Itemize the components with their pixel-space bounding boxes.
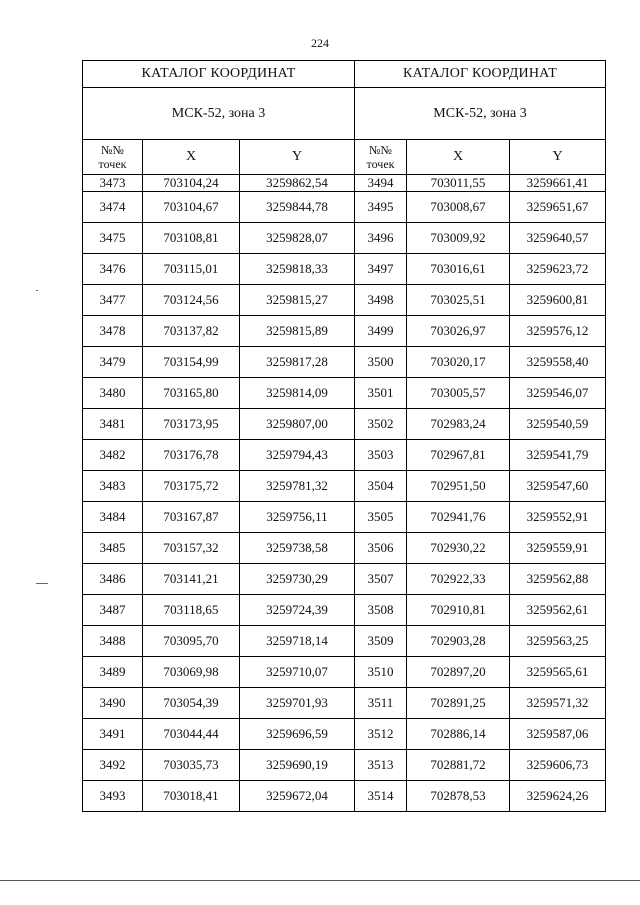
table-row [355, 254, 606, 285]
y-coordinate-cell: 3259540,59 [510, 409, 606, 440]
table-row [83, 595, 355, 626]
x-coordinate-cell: 703026,97 [407, 316, 510, 347]
x-coordinate-cell: 703157,32 [143, 533, 240, 564]
x-coordinate-cell: 703173,95 [143, 409, 240, 440]
x-coordinate-cell: 703069,98 [143, 657, 240, 688]
point-number-cell: 3502 [355, 409, 407, 440]
x-coordinate-cell: 703167,87 [143, 502, 240, 533]
table-row [355, 657, 606, 688]
point-number-cell: 3482 [83, 440, 143, 471]
table-row [355, 502, 606, 533]
table-row [83, 657, 355, 688]
table-row [83, 192, 355, 223]
point-number-cell: 3496 [355, 223, 407, 254]
header-num-line2: точек [366, 157, 395, 171]
y-coordinate-cell: 3259563,25 [510, 626, 606, 657]
x-coordinate-cell: 703011,55 [407, 175, 510, 192]
x-coordinate-cell: 703165,80 [143, 378, 240, 409]
point-number-cell: 3491 [83, 719, 143, 750]
table-row [83, 254, 355, 285]
y-coordinate-cell: 3259623,72 [510, 254, 606, 285]
x-coordinate-cell: 702891,25 [407, 688, 510, 719]
x-coordinate-cell: 702886,14 [407, 719, 510, 750]
table-row [83, 409, 355, 440]
coordinate-system: МСК-52, зона 3 [355, 88, 606, 140]
y-coordinate-cell: 3259844,78 [240, 192, 355, 223]
x-coordinate-cell: 703035,73 [143, 750, 240, 781]
point-number-cell: 3473 [83, 175, 143, 192]
point-number-cell: 3475 [83, 223, 143, 254]
column-header-x: X [143, 140, 240, 175]
table-row [355, 316, 606, 347]
table-row [355, 533, 606, 564]
column-header-y: Y [510, 140, 606, 175]
x-coordinate-cell: 702983,24 [407, 409, 510, 440]
table-row [83, 626, 355, 657]
table-row [83, 781, 355, 812]
x-coordinate-cell: 703137,82 [143, 316, 240, 347]
y-coordinate-cell: 3259559,91 [510, 533, 606, 564]
table-row [355, 192, 606, 223]
x-coordinate-cell: 703008,67 [407, 192, 510, 223]
catalog-title: КАТАЛОГ КООРДИНАТ [355, 61, 606, 88]
point-number-cell: 3507 [355, 564, 407, 595]
point-number-cell: 3478 [83, 316, 143, 347]
table-row [355, 750, 606, 781]
y-coordinate-cell: 3259696,59 [240, 719, 355, 750]
x-coordinate-cell: 703025,51 [407, 285, 510, 316]
table-row [83, 750, 355, 781]
y-coordinate-cell: 3259730,29 [240, 564, 355, 595]
table-row [355, 688, 606, 719]
table-row [83, 440, 355, 471]
point-number-cell: 3495 [355, 192, 407, 223]
header-num-line1: №№ [369, 143, 392, 157]
point-number-cell: 3476 [83, 254, 143, 285]
x-coordinate-cell: 703018,41 [143, 781, 240, 812]
point-number-cell: 3494 [355, 175, 407, 192]
x-coordinate-cell: 703104,24 [143, 175, 240, 192]
y-coordinate-cell: 3259815,89 [240, 316, 355, 347]
table-row [83, 564, 355, 595]
y-coordinate-cell: 3259807,00 [240, 409, 355, 440]
margin-mark [36, 290, 38, 291]
y-coordinate-cell: 3259738,58 [240, 533, 355, 564]
point-number-cell: 3481 [83, 409, 143, 440]
y-coordinate-cell: 3259624,26 [510, 781, 606, 812]
y-coordinate-cell: 3259606,73 [510, 750, 606, 781]
x-coordinate-cell: 703054,39 [143, 688, 240, 719]
y-coordinate-cell: 3259552,91 [510, 502, 606, 533]
point-number-cell: 3483 [83, 471, 143, 502]
catalog-body [83, 175, 355, 812]
y-coordinate-cell: 3259562,61 [510, 595, 606, 626]
x-coordinate-cell: 703118,65 [143, 595, 240, 626]
table-row [355, 564, 606, 595]
point-number-cell: 3510 [355, 657, 407, 688]
x-coordinate-cell: 703154,99 [143, 347, 240, 378]
point-number-cell: 3479 [83, 347, 143, 378]
point-number-cell: 3511 [355, 688, 407, 719]
point-number-cell: 3512 [355, 719, 407, 750]
y-coordinate-cell: 3259565,61 [510, 657, 606, 688]
point-number-cell: 3504 [355, 471, 407, 502]
table-row [355, 781, 606, 812]
y-coordinate-cell: 3259710,07 [240, 657, 355, 688]
y-coordinate-cell: 3259781,32 [240, 471, 355, 502]
table-row [83, 688, 355, 719]
page-number: 224 [311, 36, 329, 50]
x-coordinate-cell: 703176,78 [143, 440, 240, 471]
y-coordinate-cell: 3259724,39 [240, 595, 355, 626]
point-number-cell: 3489 [83, 657, 143, 688]
x-coordinate-cell: 703020,17 [407, 347, 510, 378]
table-row [355, 347, 606, 378]
point-number-cell: 3506 [355, 533, 407, 564]
point-number-cell: 3503 [355, 440, 407, 471]
x-coordinate-cell: 703175,72 [143, 471, 240, 502]
table-row [83, 378, 355, 409]
x-coordinate-cell: 702878,53 [407, 781, 510, 812]
table-row [83, 175, 355, 192]
x-coordinate-cell: 703104,67 [143, 192, 240, 223]
x-coordinate-cell: 703141,21 [143, 564, 240, 595]
table-row [83, 285, 355, 316]
coordinate-catalog-left [82, 60, 355, 812]
coordinate-catalog-right [354, 60, 606, 812]
table-row [355, 223, 606, 254]
y-coordinate-cell: 3259558,40 [510, 347, 606, 378]
table-row [83, 347, 355, 378]
x-coordinate-cell: 703108,81 [143, 223, 240, 254]
x-coordinate-cell: 703009,92 [407, 223, 510, 254]
x-coordinate-cell: 703044,44 [143, 719, 240, 750]
point-number-cell: 3474 [83, 192, 143, 223]
y-coordinate-cell: 3259818,33 [240, 254, 355, 285]
x-coordinate-cell: 703016,61 [407, 254, 510, 285]
point-number-cell: 3487 [83, 595, 143, 626]
point-number-cell: 3501 [355, 378, 407, 409]
point-number-cell: 3509 [355, 626, 407, 657]
table-row [355, 175, 606, 192]
x-coordinate-cell: 703115,01 [143, 254, 240, 285]
y-coordinate-cell: 3259600,81 [510, 285, 606, 316]
point-number-cell: 3480 [83, 378, 143, 409]
table-row [355, 378, 606, 409]
point-number-cell: 3484 [83, 502, 143, 533]
x-coordinate-cell: 702897,20 [407, 657, 510, 688]
x-coordinate-cell: 702922,33 [407, 564, 510, 595]
table-row [83, 719, 355, 750]
point-number-cell: 3485 [83, 533, 143, 564]
table-row [355, 409, 606, 440]
y-coordinate-cell: 3259814,09 [240, 378, 355, 409]
x-coordinate-cell: 702903,28 [407, 626, 510, 657]
table-row [355, 471, 606, 502]
point-number-cell: 3477 [83, 285, 143, 316]
y-coordinate-cell: 3259640,57 [510, 223, 606, 254]
y-coordinate-cell: 3259828,07 [240, 223, 355, 254]
table-row [355, 595, 606, 626]
x-coordinate-cell: 702967,81 [407, 440, 510, 471]
y-coordinate-cell: 3259794,43 [240, 440, 355, 471]
point-number-cell: 3499 [355, 316, 407, 347]
catalog-title: КАТАЛОГ КООРДИНАТ [83, 61, 355, 88]
point-number-cell: 3486 [83, 564, 143, 595]
y-coordinate-cell: 3259651,67 [510, 192, 606, 223]
x-coordinate-cell: 702881,72 [407, 750, 510, 781]
y-coordinate-cell: 3259562,88 [510, 564, 606, 595]
point-number-cell: 3500 [355, 347, 407, 378]
x-coordinate-cell: 702910,81 [407, 595, 510, 626]
header-num-line2: точек [98, 157, 127, 171]
y-coordinate-cell: 3259701,93 [240, 688, 355, 719]
point-number-cell: 3490 [83, 688, 143, 719]
margin-mark [36, 583, 48, 584]
table-row [83, 223, 355, 254]
header-num-line1: №№ [101, 143, 124, 157]
point-number-cell: 3497 [355, 254, 407, 285]
table-row [83, 316, 355, 347]
point-number-cell: 3492 [83, 750, 143, 781]
point-number-cell: 3513 [355, 750, 407, 781]
coordinate-system: МСК-52, зона 3 [83, 88, 355, 140]
x-coordinate-cell: 703124,56 [143, 285, 240, 316]
x-coordinate-cell: 702941,76 [407, 502, 510, 533]
x-coordinate-cell: 703095,70 [143, 626, 240, 657]
point-number-cell: 3514 [355, 781, 407, 812]
footer-rule [0, 880, 640, 881]
point-number-cell: 3508 [355, 595, 407, 626]
y-coordinate-cell: 3259817,28 [240, 347, 355, 378]
y-coordinate-cell: 3259672,04 [240, 781, 355, 812]
y-coordinate-cell: 3259587,06 [510, 719, 606, 750]
y-coordinate-cell: 3259546,07 [510, 378, 606, 409]
table-row [83, 471, 355, 502]
y-coordinate-cell: 3259862,54 [240, 175, 355, 192]
x-coordinate-cell: 702930,22 [407, 533, 510, 564]
y-coordinate-cell: 3259547,60 [510, 471, 606, 502]
point-number-cell: 3493 [83, 781, 143, 812]
y-coordinate-cell: 3259815,27 [240, 285, 355, 316]
table-row [83, 502, 355, 533]
y-coordinate-cell: 3259541,79 [510, 440, 606, 471]
point-number-cell: 3498 [355, 285, 407, 316]
table-row [355, 440, 606, 471]
y-coordinate-cell: 3259756,11 [240, 502, 355, 533]
table-row [355, 626, 606, 657]
y-coordinate-cell: 3259690,19 [240, 750, 355, 781]
point-number-cell: 3505 [355, 502, 407, 533]
y-coordinate-cell: 3259718,14 [240, 626, 355, 657]
table-row [83, 533, 355, 564]
column-header-x: X [407, 140, 510, 175]
table-row [355, 719, 606, 750]
table-row [355, 285, 606, 316]
column-header-point-number [355, 140, 407, 175]
y-coordinate-cell: 3259571,32 [510, 688, 606, 719]
x-coordinate-cell: 703005,57 [407, 378, 510, 409]
point-number-cell: 3488 [83, 626, 143, 657]
column-header-point-number [83, 140, 143, 175]
catalog-body [355, 175, 606, 812]
y-coordinate-cell: 3259661,41 [510, 175, 606, 192]
y-coordinate-cell: 3259576,12 [510, 316, 606, 347]
column-header-y: Y [240, 140, 355, 175]
x-coordinate-cell: 702951,50 [407, 471, 510, 502]
